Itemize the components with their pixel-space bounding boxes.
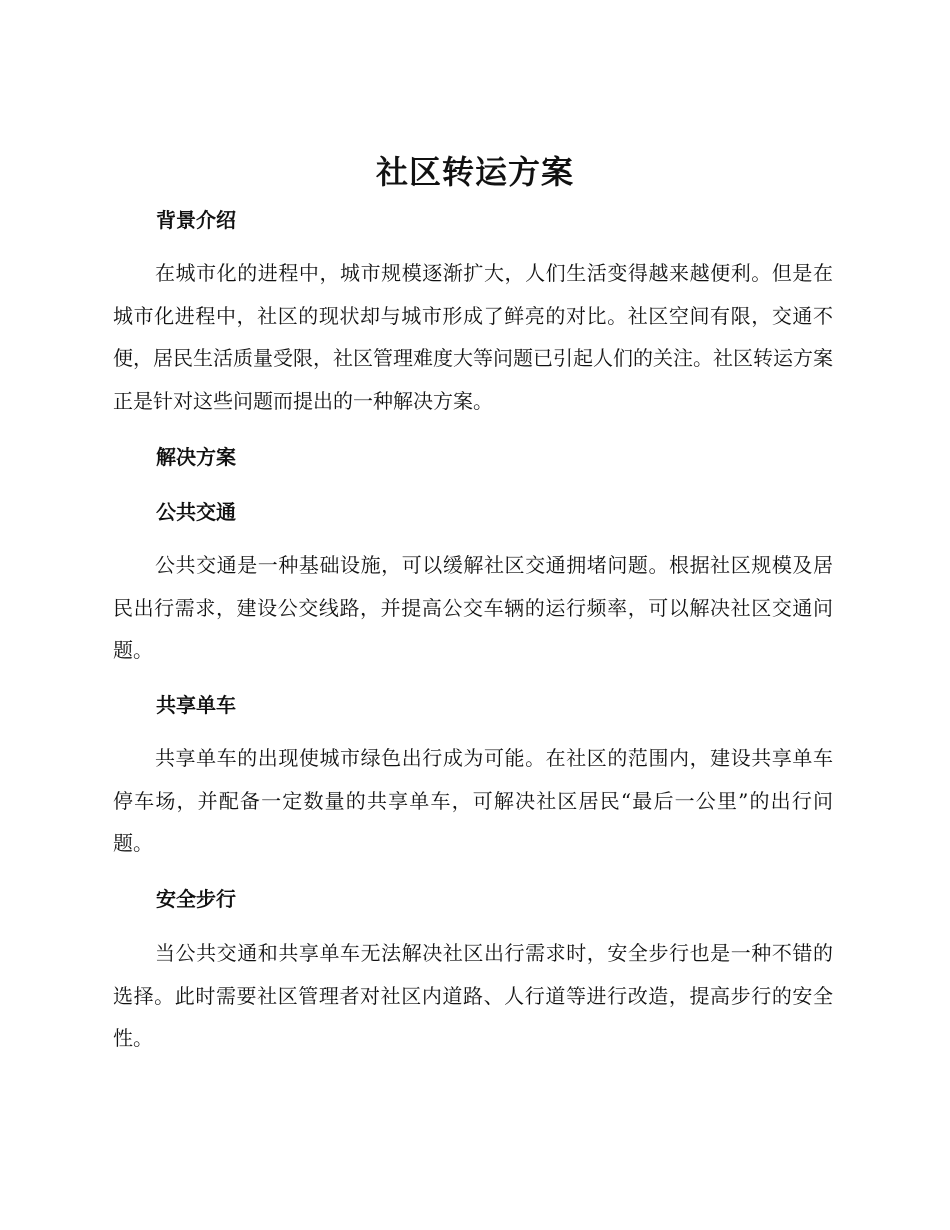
section-heading-safe-walking: 安全步行 bbox=[156, 887, 236, 911]
section-heading-solution: 解决方案 bbox=[156, 445, 236, 469]
section-heading-public-transport: 公共交通 bbox=[156, 500, 236, 524]
section-paragraph-safe-walking: 当公共交通和共享单车无法解决社区出行需求时，安全步行也是一种不错的选择。此时需要社区管理者对社区内道路、人行道等进行改造，提高步行的安全性。 bbox=[113, 941, 833, 1050]
section-heading-shared-bike: 共享单车 bbox=[156, 693, 236, 717]
section-paragraph-background: 在城市化的进程中，城市规模逐渐扩大，人们生活变得越来越便利。但是在城市化进程中，社区的现状却与城市形成了鲜亮的对比。社区空间有限，交通不便，居民生活质量受限，社区管理难度大等问题已引起人们的关注。社区转运方案正是针对这些问题而提出的一种解决方案。 bbox=[113, 261, 833, 413]
section-heading-background: 背景介绍 bbox=[156, 208, 236, 232]
document-title: 社区转运方案 bbox=[375, 153, 574, 191]
section-paragraph-public-transport: 公共交通是一种基础设施，可以缓解社区交通拥堵问题。根据社区规模及居民出行需求，建设公交线路，并提高公交车辆的运行频率，可以解决社区交通问题。 bbox=[113, 553, 833, 662]
section-paragraph-shared-bike: 共享单车的出现使城市绿色出行成为可能。在社区的范围内，建设共享单车停车场，并配备一定数量的共享单车，可解决社区居民“最后一公里”的出行问题。 bbox=[113, 746, 833, 855]
